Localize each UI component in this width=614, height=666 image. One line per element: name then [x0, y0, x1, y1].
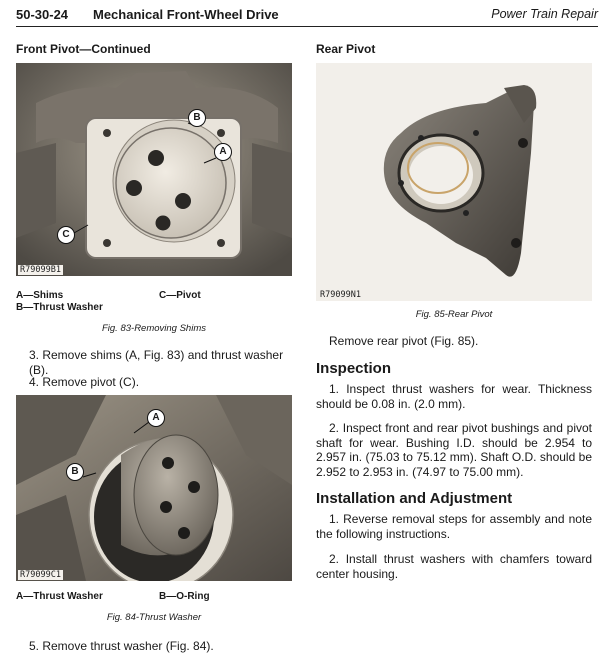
fig84-legend-a: A—Thrust Washer: [16, 591, 103, 602]
install-step-2: 2. Install thrust washers with chamfers toward center housing.: [316, 552, 592, 581]
fig83-callout-a: A: [214, 143, 232, 161]
step-4: 4. Remove pivot (C).: [29, 375, 140, 389]
fig83-callout-c: C: [57, 226, 75, 244]
fig84-photo: [16, 395, 292, 581]
fig85-illustration: [316, 63, 592, 301]
fig85-caption: Fig. 85-Rear Pivot: [415, 309, 493, 320]
fig85-photo-code: R79099N1: [320, 290, 361, 300]
fig84-photo-code: R79099C1: [20, 570, 61, 580]
step-3: 3. Remove shims (A, Fig. 83) and thrust washer (B).: [29, 348, 284, 377]
fig83-legend-b: B—Thrust Washer: [16, 302, 103, 313]
page-header: [16, 7, 598, 27]
header-title: Mechanical Front-Wheel Drive: [93, 7, 279, 22]
installation-heading: Installation and Adjustment: [316, 490, 513, 507]
rear-pivot-title: Rear Pivot: [316, 42, 376, 56]
header-right-title: Power Train Repair: [491, 7, 598, 21]
front-pivot-title: Front Pivot—Continued: [16, 42, 151, 56]
fig84-callout-a: A: [147, 409, 165, 427]
fig83-callout-b: B: [188, 109, 206, 127]
fig83-legend-a: A—Shims: [16, 290, 64, 301]
inspection-step-1: 1. Inspect thrust washers for wear. Thickness should be 0.08 in. (2.0 mm).: [316, 382, 592, 411]
fig83-photo: [16, 63, 292, 276]
fig84-callout-b: B: [66, 463, 84, 481]
fig85-photo: [316, 63, 592, 301]
install-step-1: 1. Reverse removal steps for assembly and note the following instructions.: [316, 512, 592, 541]
fig83-photo-code: R79099B1: [20, 265, 61, 275]
section-number: 50-30-24: [16, 7, 69, 22]
step-5: 5. Remove thrust washer (Fig. 84).: [29, 639, 214, 653]
fig84-caption: Fig. 84-Thrust Washer: [106, 612, 202, 623]
inspection-step-2: 2. Inspect front and rear pivot bushings and pivot shaft for wear. Bushing I.D. should be 2.954 to 2.957 in. (75.03 to 75.12 mm). Shaft O.D. should be 2.952 to 2.953 in. (74.97 to 75.00 mm).: [316, 421, 592, 479]
fig84-legend-b: B—O-Ring: [159, 591, 210, 602]
remove-rear-pivot: Remove rear pivot (Fig. 85).: [329, 334, 479, 348]
fig83-legend-c: C—Pivot: [159, 290, 201, 301]
fig83-caption: Fig. 83-Removing Shims: [101, 323, 206, 334]
fig83-illustration: [16, 63, 292, 276]
inspection-heading: Inspection: [316, 360, 392, 377]
